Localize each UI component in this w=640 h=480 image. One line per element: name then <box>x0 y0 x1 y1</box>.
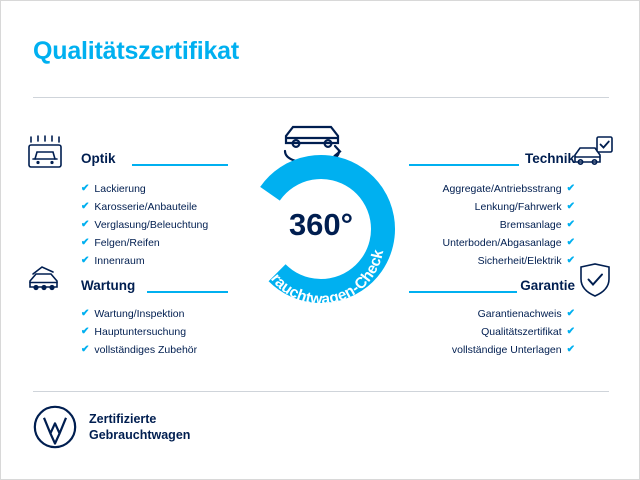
list-item-label: Lackierung <box>94 183 146 195</box>
list-item-label: Aggregate/Antriebsstrang <box>442 183 562 195</box>
check-icon: ✔ <box>81 183 90 194</box>
title-divider <box>33 97 609 98</box>
list-item <box>81 341 231 359</box>
list-item-label: Felgen/Reifen <box>94 237 160 249</box>
section-heading-wartung: Wartung <box>81 278 136 293</box>
section-rule-technik <box>409 164 519 166</box>
check-icon: ✔ <box>566 344 575 355</box>
check-icon: ✔ <box>566 201 575 212</box>
footer-line-2: Gebrauchtwagen <box>89 428 191 442</box>
footer-text <box>89 411 190 443</box>
check-icon: ✔ <box>566 326 575 337</box>
section-heading-technik: Technik <box>524 151 575 166</box>
check-icon: ✔ <box>566 237 575 248</box>
check-icon: ✔ <box>566 308 575 319</box>
badge-360-check <box>229 111 413 307</box>
badge-degrees: 360° <box>288 207 354 242</box>
badge-arc-label: Gebrauchtwagen-Check <box>254 247 388 307</box>
list-item-label: Innenraum <box>94 255 145 267</box>
list-item-label: Lenkung/Fahrwerk <box>474 201 562 213</box>
section-heading-optik: Optik <box>81 151 116 166</box>
list-item-label: Sicherheit/Elektrik <box>477 255 562 267</box>
footer-divider <box>33 391 609 392</box>
check-icon: ✔ <box>566 183 575 194</box>
list-item-label: Qualitätszertifikat <box>481 326 562 338</box>
list-item-label: vollständige Unterlagen <box>451 344 562 356</box>
check-icon: ✔ <box>81 255 90 266</box>
section-rule-garantie <box>409 291 517 293</box>
list-item <box>375 323 575 341</box>
list-item <box>81 234 231 252</box>
list-item-label: Bremsanlage <box>499 219 562 231</box>
check-icon: ✔ <box>81 308 90 319</box>
list-item-label: Wartung/Inspektion <box>94 308 185 320</box>
list-item-label: Karosserie/Anbauteile <box>94 201 198 213</box>
list-item <box>81 305 231 323</box>
list-item <box>375 341 575 359</box>
section-heading-garantie: Garantie <box>520 278 575 293</box>
list-item-label: Garantienachweis <box>477 308 562 320</box>
list-item <box>375 305 575 323</box>
list-item <box>81 180 231 198</box>
check-icon: ✔ <box>81 344 90 355</box>
car-inspection-checklist-icon <box>573 135 615 178</box>
check-icon: ✔ <box>81 219 90 230</box>
list-item-label: Unterboden/Abgasanlage <box>442 237 562 249</box>
check-icon: ✔ <box>81 201 90 212</box>
list-item-label: Verglasung/Beleuchtung <box>94 219 209 231</box>
page-title: Qualitätszertifikat <box>33 37 239 65</box>
shield-check-icon <box>577 263 613 306</box>
check-icon: ✔ <box>566 219 575 230</box>
vw-logo <box>33 405 77 449</box>
section-rule-wartung <box>147 291 228 293</box>
list-item <box>81 198 231 216</box>
list-wartung <box>81 305 231 359</box>
list-item <box>81 216 231 234</box>
footer-line-1: Zertifizierte <box>89 412 157 426</box>
car-service-tools-icon <box>27 263 71 306</box>
list-garantie <box>375 305 575 359</box>
check-icon: ✔ <box>81 326 90 337</box>
section-rule-optik <box>132 164 228 166</box>
list-item-label: Hauptuntersuchung <box>94 326 187 338</box>
car-wash-icon <box>27 135 69 178</box>
list-item <box>81 323 231 341</box>
footer-brand <box>33 405 190 449</box>
check-icon: ✔ <box>566 255 575 266</box>
list-optik <box>81 180 231 270</box>
check-icon: ✔ <box>81 237 90 248</box>
list-item-label: vollständiges Zubehör <box>94 344 198 356</box>
list-item <box>81 252 231 270</box>
